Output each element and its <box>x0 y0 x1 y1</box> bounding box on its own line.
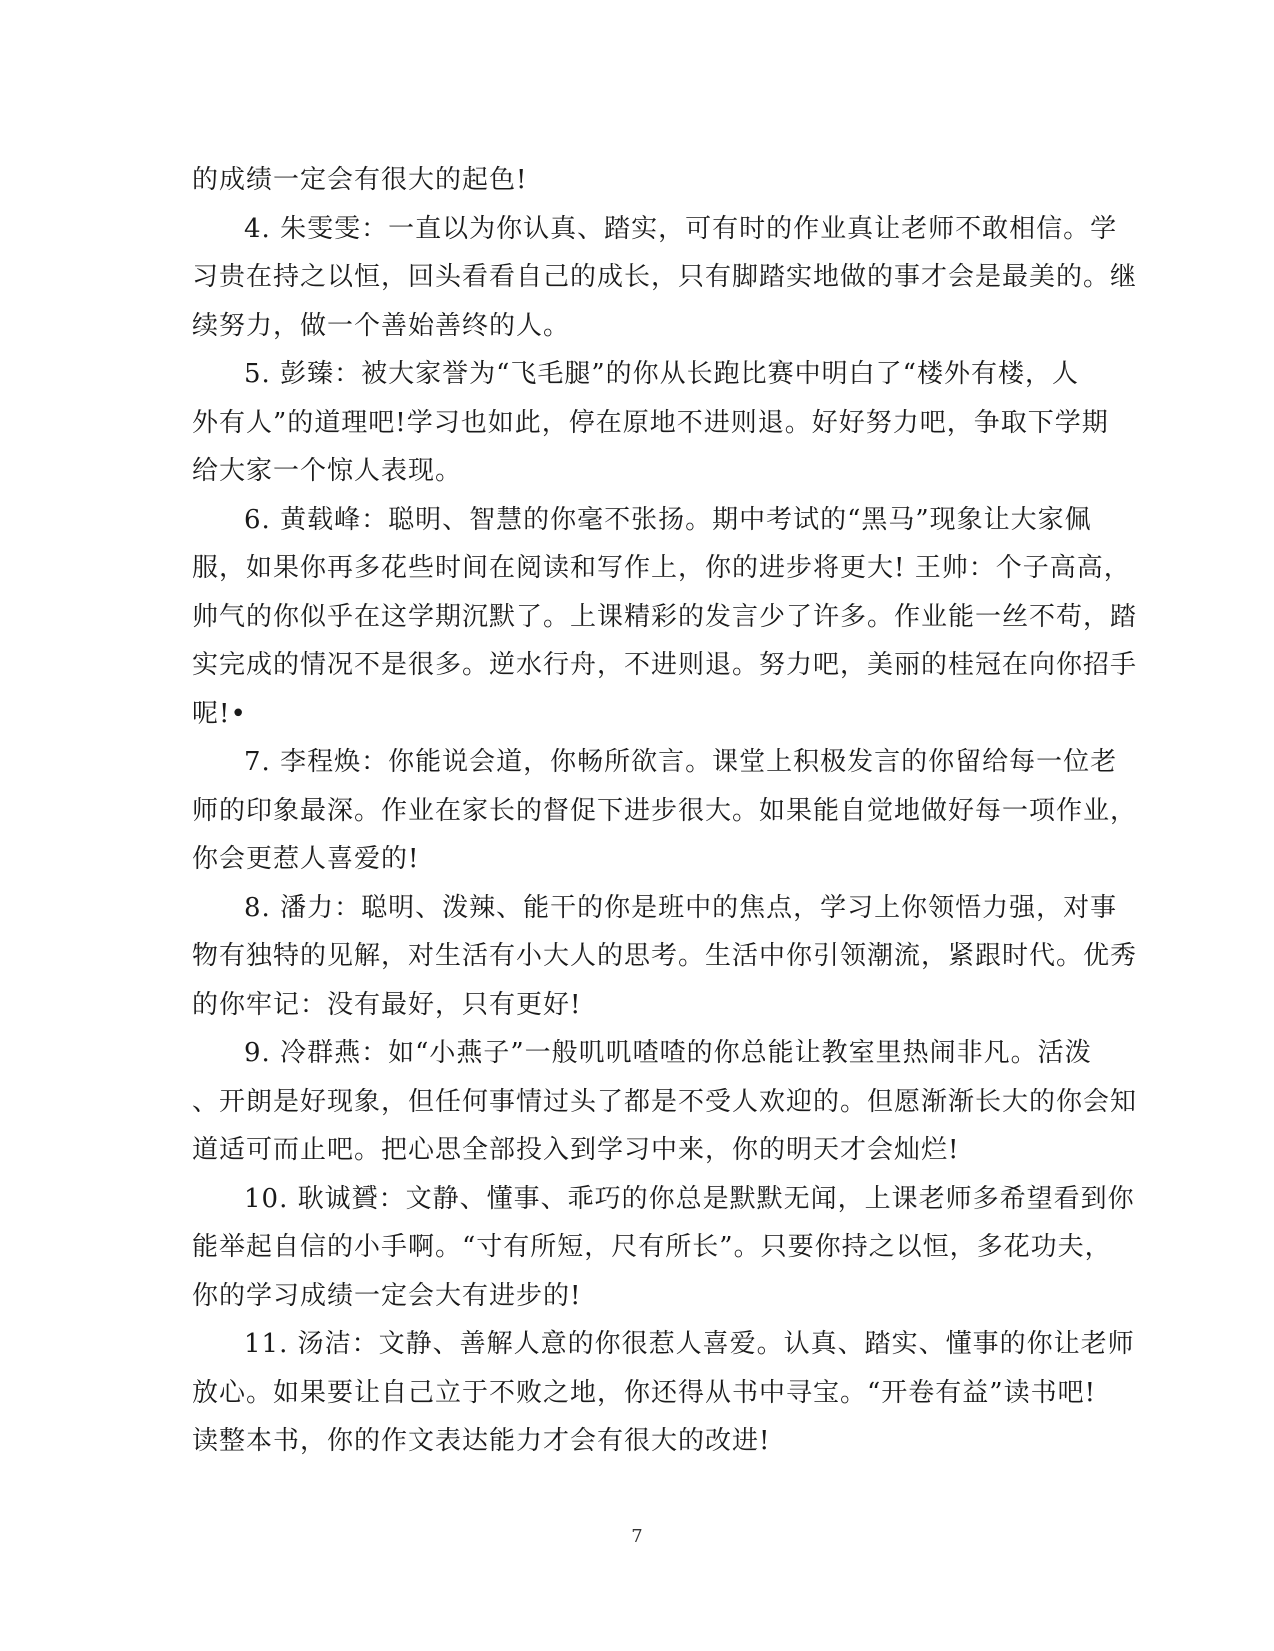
text-line: 能举起自信的小手啊。“寸有所短，尺有所长”。只要你持之以恒，多花功夫， <box>192 1232 1112 1262</box>
text-line: 7. 李程焕：你能说会道，你畅所欲言。课堂上积极发言的你留给每一位老 <box>244 747 1118 777</box>
text-line: 你的学习成绩一定会大有进步的! <box>192 1280 582 1311</box>
text-line: 5. 彭臻：被大家誉为“飞毛腿”的你从长跑比赛中明白了“楼外有楼，人 <box>244 359 1079 389</box>
text-line: 10. 耿诚贇：文静、懂事、乖巧的你总是默默无闻，上课老师多希望看到你 <box>244 1183 1135 1214</box>
text-line: 师的印象最深。作业在家长的督促下进步很大。如果能自觉地做好每一项作业， <box>192 795 1138 826</box>
text-line: 8. 潘力：聪明、泼辣、能干的你是班中的焦点，学习上你领悟力强，对事 <box>244 892 1118 923</box>
text-line: 服，如果你再多花些时间在阅读和写作上，你的进步将更大! 王帅：个子高高， <box>192 553 1131 583</box>
text-line: 给大家一个惊人表现。 <box>192 456 463 486</box>
text-line: 的成绩一定会有很大的起色! <box>192 165 528 195</box>
text-line: 你会更惹人喜爱的! <box>192 844 420 874</box>
text-line: 物有独特的见解，对生活有小大人的思考。生活中你引领潮流，紧跟时代。优秀 <box>192 941 1138 971</box>
text-line: 的你牢记：没有最好，只有更好! <box>192 989 582 1020</box>
text-line: 续努力，做一个善始善终的人。 <box>192 310 571 341</box>
text-line: 6. 黄载峰：聪明、智慧的你毫不张扬。期中考试的“黑马”现象让大家佩 <box>244 504 1092 535</box>
text-line: 4. 朱雯雯：一直以为你认真、踏实，可有时的作业真让老师不敢相信。学 <box>244 213 1118 244</box>
text-line: 习贵在持之以恒，回头看看自己的成长，只有脚踏实地做的事才会是最美的。继 <box>192 262 1138 292</box>
text-line: 外有人”的道理吧!学习也如此，停在原地不进则退。好好努力吧，争取下学期 <box>192 407 1109 438</box>
text-line: 、开朗是好现象，但任何事情过头了都是不受人欢迎的。但愿渐渐长大的你会知 <box>192 1086 1138 1117</box>
text-line: 11. 汤洁：文静、善解人意的你很惹人喜爱。认真、踏实、懂事的你让老师 <box>244 1329 1135 1359</box>
text-line: 9. 冷群燕：如“小燕子”一般叽叽喳喳的你总能让教室里热闹非凡。活泼 <box>244 1038 1092 1068</box>
text-line: 实完成的情况不是很多。逆水行舟，不进则退。努力吧，美丽的桂冠在向你招手 <box>192 650 1138 680</box>
page-number: 7 <box>631 1526 643 1547</box>
text-line: 读整本书，你的作文表达能力才会有很大的改进! <box>192 1426 771 1456</box>
text-line: 道适可而止吧。把心思全部投入到学习中来，你的明天才会灿烂! <box>192 1135 960 1165</box>
text-line: 帅气的你似乎在这学期沉默了。上课精彩的发言少了许多。作业能一丝不苟，踏 <box>192 601 1138 632</box>
text-line: 放心。如果要让自己立于不败之地，你还得从书中寻宝。“开卷有益”读书吧! <box>192 1377 1097 1408</box>
text-line: 呢!• <box>192 698 247 729</box>
document-body <box>192 156 1138 1466</box>
